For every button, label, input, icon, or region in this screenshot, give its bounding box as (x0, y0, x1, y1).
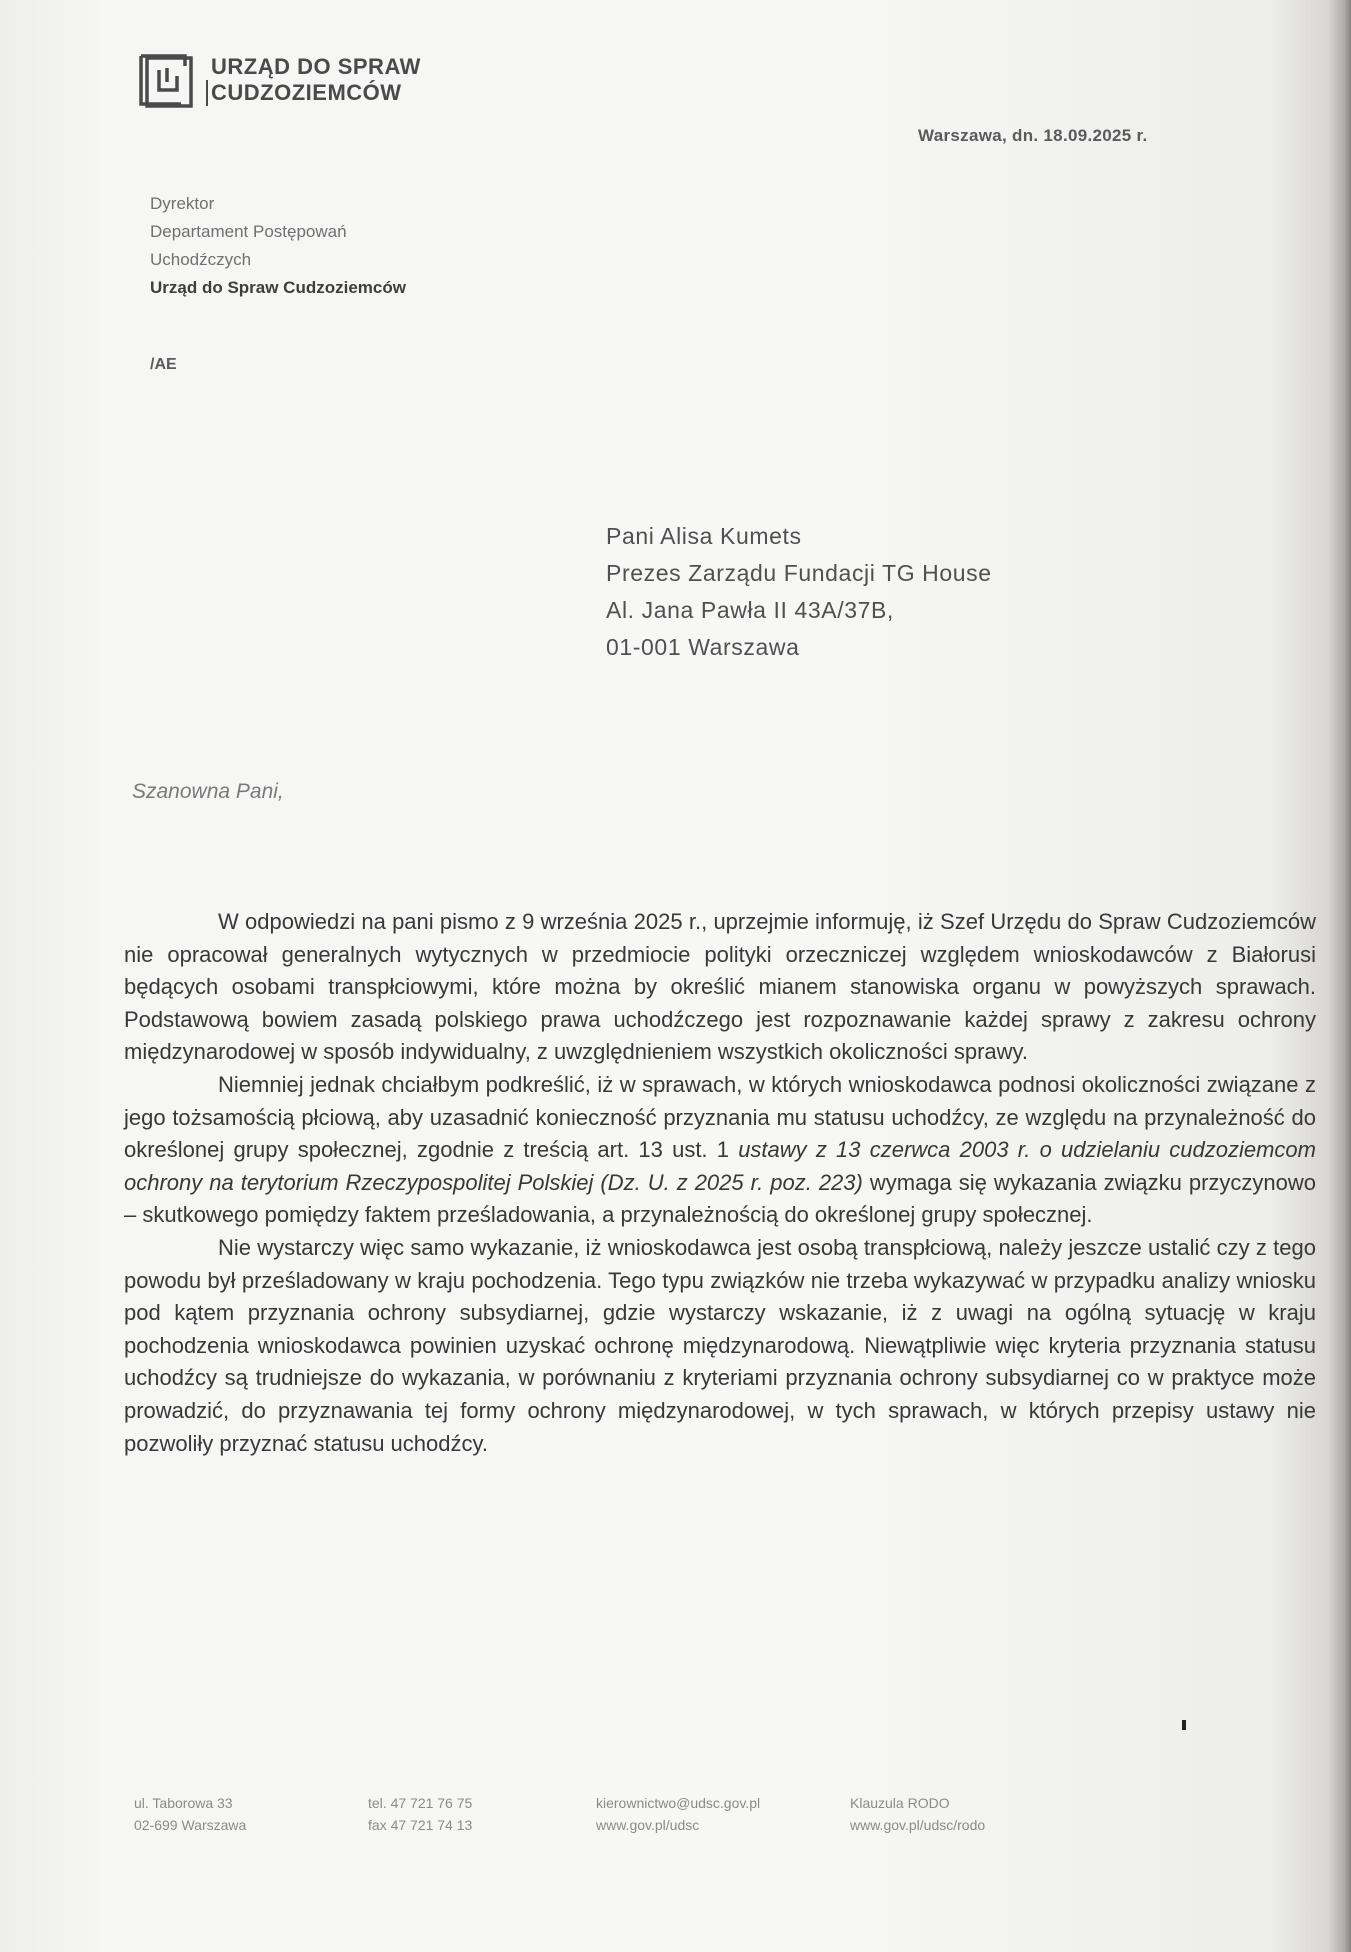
sender-line: Uchodźczych (150, 250, 252, 269)
footer-phone (368, 1792, 472, 1836)
footer-address-line: 02-699 Warszawa (134, 1817, 247, 1833)
sender-line: Dyrektor (150, 194, 215, 213)
footer-tel: tel. 47 721 76 75 (368, 1795, 473, 1811)
letter-body (124, 906, 1316, 1460)
footer-email: kierownictwo@udsc.gov.pl (596, 1795, 761, 1811)
footer-fax: fax 47 721 74 13 (368, 1817, 473, 1833)
page-shadow-edge (1329, 0, 1351, 1952)
sender-line: Departament Postępowań (150, 222, 347, 241)
paragraph-2 (124, 1069, 1316, 1232)
footer-contact (596, 1792, 760, 1836)
paragraph-2-part-b: wymaga się wykazania związku przyczynowo – skutkowego pomiędzy faktem prześladowania, a przynależnością do określonej grupy społecznej. (124, 1169, 1316, 1228)
ink-mark (1182, 1720, 1186, 1730)
recipient-title: Prezes Zarządu Fundacji TG House (606, 560, 992, 586)
footer-address (134, 1792, 246, 1836)
letter-date: Warszawa, dn. 18.09.2025 r. (918, 126, 1148, 145)
footer-rodo-label: Klauzula RODO (850, 1795, 950, 1811)
udsc-logo-icon (135, 46, 203, 114)
reference-number: /AE (150, 356, 177, 373)
office-logo (135, 46, 421, 114)
recipient-city: 01-001 Warszawa (606, 634, 800, 660)
logo-line-1: URZĄD DO SPRAW (211, 54, 421, 79)
recipient-block (606, 518, 992, 666)
paragraph-3: Nie wystarczy więc samo wykazanie, iż wnioskodawca jest osobą transpłciową, należy jeszcze ustalić czy z tego powodu był prześladowany w kraju pochodzenia. Tego typu związków nie trzeba wykazywać w przypadku analizy wniosku pod kątem przyznania ochrony subsydiarnej, gdzie wystarczy wskazanie, iż z uwagi na ogólną sytuację w kraju pochodzenia wnioskodawca powinien uzyskać ochronę międzynarodową. Niewątpliwie więc kryteria przyznania statusu uchodźcy są trudniejsze do wykazania, w porównaniu z kryteriami przyznania ochrony subsydiarnej co w praktyce może prowadzić, do przyznawania tej formy ochrony międzynarodowej, w tych sprawach, w których przepisy ustawy nie pozwoliły przyznać statusu uchodźcy. (124, 1234, 1316, 1456)
footer-address-line: ul. Taborowa 33 (134, 1795, 233, 1811)
footer-web: www.gov.pl/udsc (596, 1817, 700, 1833)
footer-rodo-link: www.gov.pl/udsc/rodo (850, 1817, 986, 1833)
greeting: Szanowna Pani, (132, 780, 284, 803)
paragraph-1: W odpowiedzi na pani pismo z 9 września 2025 r., uprzejmie informuję, iż Szef Urzędu do Spraw Cudzoziemców nie opracował generalnych wytycznych w przedmiocie polityki orzeczniczej względem wnioskodawców z Białorusi będących osobami transpłciowymi, które można by określić mianem stanowiska organu w powyższych sprawach. Podstawową bowiem zasadą polskiego prawa uchodźczego jest rozpoznawanie każdej sprawy z zakresu ochrony międzynarodowej w sposób indywidualny, z uwzględnieniem wszystkich okoliczności sprawy. (124, 909, 1316, 1065)
recipient-name: Pani Alisa Kumets (606, 523, 802, 549)
paragraph-2-part-a: Niemniej jednak chciałbym podkreślić, iż w sprawach, w których wnioskodawca podnosi okoliczności związane z jego tożsamością płciową, aby uzasadnić konieczność przyznania mu statusu uchodźcy, ze względu na przynależność do określonej grupy społecznej, zgodnie z treścią art. 13 ust. 1 (124, 1071, 1316, 1163)
sender-office: Urząd do Spraw Cudzoziemców (150, 278, 406, 297)
recipient-street: Al. Jana Pawła II 43A/37B, (606, 597, 894, 623)
sender-block (150, 190, 406, 302)
statute-citation: ustawy z 13 czerwca 2003 r. o udzielaniu cudzoziemcom ochrony na terytorium Rzeczypospolitej Polskiej (Dz. U. z 2025 r. poz. 223) (124, 1137, 1316, 1195)
logo-line-2: CUDZOZIEMCÓW (206, 80, 421, 106)
footer-rodo (850, 1792, 985, 1836)
